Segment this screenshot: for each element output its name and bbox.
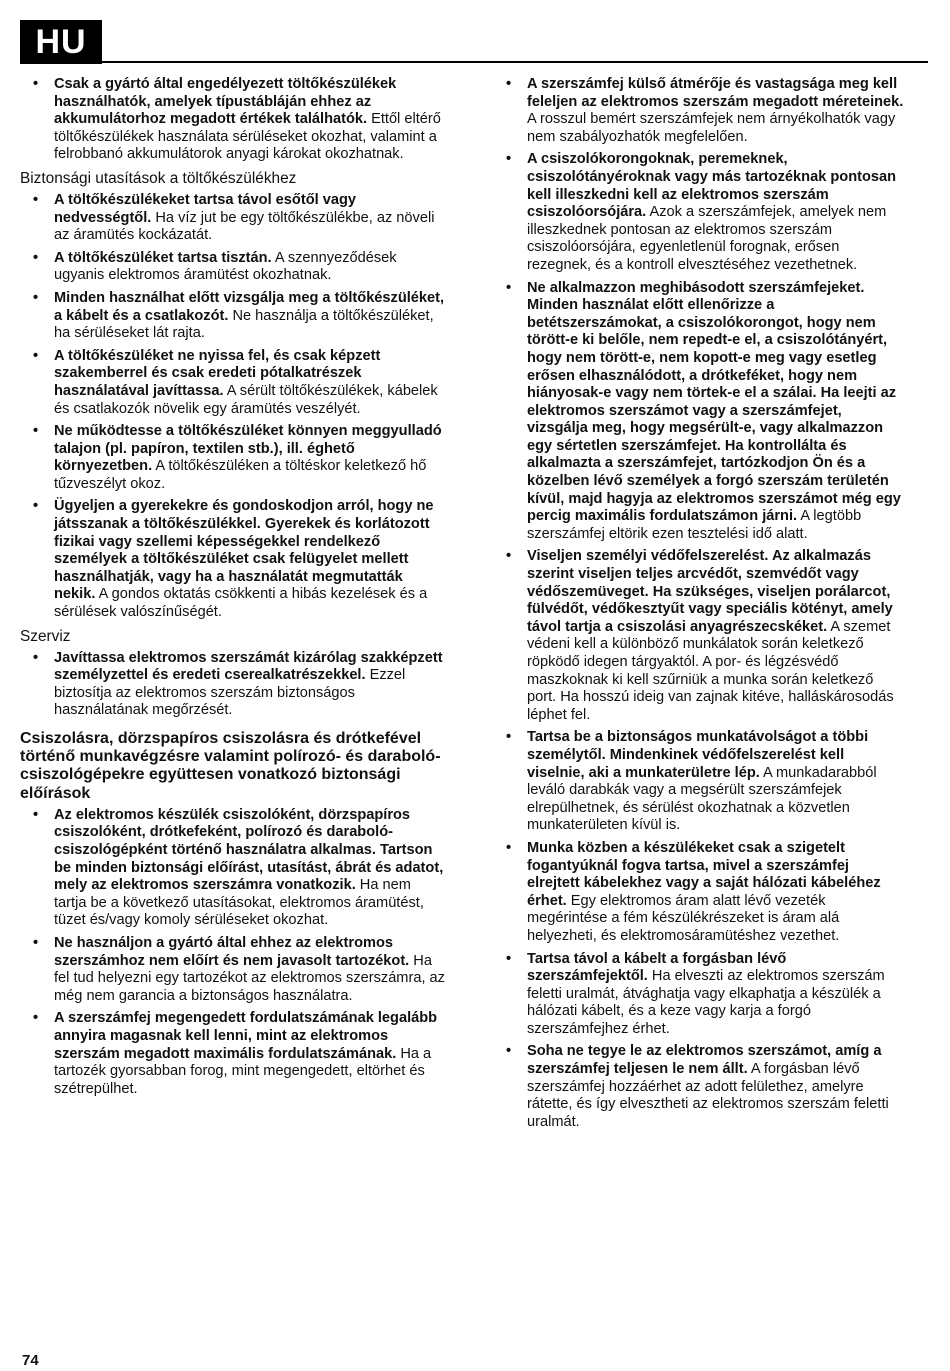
item-bold-text: Csak a gyártó által engedélyezett töltőkészülékek használhatók, amelyek típustábláján ehhez az akkumulátorhoz megadott értékek találhatók. — [54, 76, 397, 128]
list-item — [20, 192, 446, 245]
grinding-safety-list — [20, 807, 446, 1099]
service-heading: Szerviz — [20, 627, 71, 645]
item-bold-text: Az elektromos készülék csiszolóként, dörzspapíros csiszolóként, drótkefeként, polírozó és daraboló-csiszológépként történő használatra alkalmas. Tartson be minden biztonsági előírást, utasítást, ábrát és adatot, mely az elektromos szerszámra vonatkozik. — [54, 806, 444, 894]
item-text: A töltőkészüléken a töltéskor keletkező hő tűzveszélyt okoz. — [54, 458, 427, 492]
item-bold-text: Javíttassa elektromos szerszámát kizárólag szakképzett személyzettel és eredeti cserealkatrészekkel. — [54, 649, 443, 684]
item-bold-text: Munka közben a készülékeket csak a szigetelt fogantyúknál fogva tartsa, mivel a szerszámfej elrejtett kábelekhez vagy a saját hálózati kábeléhez érhet. — [527, 839, 881, 909]
service-list — [20, 650, 446, 720]
item-text: Ha fel tud helyezni egy tartozékot az elektromos szerszámra, az még nem garancia a biztonságos használatra. — [54, 952, 445, 1004]
item-text: Ezzel biztosítja az elektromos szerszám biztonságos használatának megőrzését. — [54, 667, 406, 719]
list-item — [20, 423, 446, 493]
item-text: Ha víz jut be egy töltőkészülékbe, az növeli az áramütés kockázatát. — [54, 209, 435, 244]
item-text: A forgásban lévő szerszámfej hozzáérhet az adott felülethez, amelyre rátette, és így elvesztheti az elektromos szerszám feletti uralmát. — [527, 1061, 889, 1130]
header-divider — [102, 61, 928, 63]
item-bold-text: Tartsa távol a kábelt a forgásban lévő szerszámfejektől. — [527, 950, 787, 985]
item-text: A legtöbb szerszámfej eltörik ezen tesztelési idő alatt. — [527, 508, 862, 542]
item-bold-text: Tartsa be a biztonságos munkatávolságot a többi személytől. Mindenkinek védőfelszerelést kell viselnie, aki a munkaterületre lép. — [527, 729, 869, 781]
right-column — [493, 76, 905, 1136]
item-bold-text: A töltőkészüléket ne nyissa fel, és csak képzett szakemberrel és csak eredeti pótalkatrészek használatával javíttassa. — [54, 347, 381, 399]
list-item — [20, 935, 446, 1005]
grinding-safety-heading: Csiszolásra, dörzspapíros csiszolásra és drótkefével történő munkavégzésre valamint polírozó- és daraboló-csiszológépekre együttesen vonatkozó biztonsági előírások — [20, 730, 441, 802]
language-badge: HU — [20, 20, 102, 64]
item-text: Azok a szerszámfejek, amelyek nem illeszkednek pontosan az elektromos szerszám csiszolóorsójára, egyenletlenül forognak, erősen rezegnek, és a kontroll elvesztéséhez vezethetnek. — [527, 204, 887, 273]
item-text: A gondos oktatás csökkenti a hibás kezelések és a sérülések valószínűségét. — [54, 586, 428, 621]
item-bold-text: Ne alkalmazzon meghibásodott szerszámfejeket. Minden használat előtt ellenőrizze a betétszerszámokat, a csiszolókorongot, hogy nem törött-e ki belőle, nem repedt-e el, a csiszolótányért, hogy nem törött-e, nem kopott-e meg vagy esetleg erősen elhasználódott, a drótkeféket, hogy nem hiányosak-e vagy nem törtek-e el a szálai. Ha leejti az elektromos szerszámot vagy a szerszámfejet, vizsgálja meg, hogy megsérült-e, vagy alkalmazzon egy sértetlen szerszámfejet. Ha kontrollálta és alkalmazta a szerszámfejet, tartózkodjon Ön és a közelben lévő személyek a forgó szerszám területén kívül, majd hagyja az elektromos szerszámot még egy percig maximális fordulatszámon járni. — [527, 279, 901, 525]
item-text: Ettől eltérő töltőkészülékek használata sérüléseket okozhat, valamint a felrobbanó akkumulátorok anyagi károkat okozhatnak. — [54, 111, 441, 163]
item-text: Ne használja a töltőkészüléket, ha sérüléseket lát rajta. — [54, 307, 434, 342]
tool-safety-list — [493, 76, 905, 1131]
item-bold-text: Viseljen személyi védőfelszerelést. Az alkalmazás szerint viseljen teljes arcvédőt, szemvédőt vagy védőszemüveget. Ha szükséges, viseljen porálarcot, fülvédőt, védőkesztyűt vagy speciális kötényt, amely távol tartja a csiszolási anyagrészecskéket. — [527, 548, 893, 635]
list-item — [20, 348, 446, 418]
list-item — [20, 498, 446, 621]
item-bold-text: A szerszámfej külső átmérője és vastagsága meg kell feleljen az elektromos szerszám megadott méreteinek. — [527, 76, 904, 110]
list-item — [493, 729, 905, 835]
list-item — [20, 250, 446, 285]
item-bold-text: A töltőkészülékeket tartsa távol esőtől vagy nedvességtől. — [54, 191, 356, 226]
list-item — [493, 840, 905, 946]
charger-safety-heading: Biztonsági utasítások a töltőkészülékhez — [20, 169, 297, 187]
list-item — [20, 807, 446, 930]
intro-list — [20, 76, 446, 164]
item-text: Egy elektromos áram alatt lévő vezeték megérintése a fém készülékrészeket is áram alá helyezheti, és elektromosáramütéshez vezethet. — [527, 892, 840, 944]
item-text: A szemet védeni kell a különböző munkálatok során keletkező röpködő idegen tárgyaktól. A por- és légzésvédő maszkoknak ki kell szűrniük a munka során keletkező port. Ha hosszú ideig van zajnak kitéve, halláskárosodás léphet fel. — [527, 618, 894, 723]
item-text: A szennyeződések ugyanis elektromos áramütést okozhatnak. — [54, 249, 397, 284]
item-bold-text: Ne használjon a gyártó által ehhez az elektromos szerszámhoz nem előírt és nem javasolt tartozékot. — [54, 934, 410, 969]
list-item — [20, 290, 446, 343]
list-item — [20, 650, 446, 720]
item-text: Ha a tartozék gyorsabban forog, mint megengedett, eltörhet és szétrepülhet. — [54, 1045, 432, 1097]
page-number: 74 — [22, 1352, 39, 1369]
list-item — [20, 1010, 446, 1098]
item-text: A rosszul bemért szerszámfejek nem árnyékolhatók vagy nem szabályozhatók megfelelően. — [527, 111, 896, 145]
item-text: A sérült töltőkészülékek, kábelek és csatlakozók növelik egy áramütés veszélyét. — [54, 382, 438, 417]
list-item — [493, 280, 905, 544]
item-text: Ha elveszti az elektromos szerszám feletti uralmát, átvághatja vagy elkaphatja a készülék a hálózati kábelt, és a keze vagy karja a forgó szerszámfejhez érhet. — [527, 968, 885, 1037]
list-item — [493, 548, 905, 724]
list-item — [20, 76, 446, 164]
item-bold-text: Ügyeljen a gyerekekre és gondoskodjon arról, hogy ne játsszanak a töltőkészülékkel. Gyerekek és korlátozott fizikai vagy szellemi képességekkel rendelkező személyek a töltőkészüléket csak felügyelet mellett használhatják, vagy ha a használatát megmutatták nekik. — [54, 498, 434, 603]
item-bold-text: A töltőkészüléket tartsa tisztán. — [54, 249, 272, 266]
list-item — [493, 76, 905, 146]
item-bold-text: A szerszámfej megengedett fordulatszámának legalább annyira magasnak kell lenni, mint az elektromos szerszám megadott maximális fordulatszámának. — [54, 1010, 438, 1062]
item-bold-text: Soha ne tegye le az elektromos szerszámot, amíg a szerszámfej teljesen le nem állt. — [527, 1043, 882, 1078]
list-item — [493, 1043, 905, 1131]
item-bold-text: Ne működtesse a töltőkészüléket könnyen meggyulladó talajon (pl. papíron, textilen stb.), ill. éghető környezetben. — [54, 423, 442, 475]
charger-safety-list — [20, 192, 446, 622]
item-text: Ha nem tartja be a következő utasításokat, elektromos áramütést, tüzet és/vagy komoly sérüléseket okozhat. — [54, 877, 424, 929]
item-bold-text: Minden használhat előtt vizsgálja meg a töltőkészüléket, a kábelt és a csatlakozót. — [54, 289, 445, 324]
list-item — [493, 951, 905, 1039]
item-bold-text: A csiszolókorongoknak, peremeknek, csiszolótányéroknak vagy más tartozéknak pontosan kell illeszkedni kell az elektromos szerszám csiszolóorsójára. — [527, 151, 897, 221]
item-text: A munkadarabból leváló darabkák vagy a megsérült szerszámfejek elrepülhetnek, és sérülést okozhatnak a közvetlen munkaterületen kívül is. — [527, 764, 877, 834]
left-column — [20, 76, 446, 1103]
list-item — [493, 151, 905, 274]
